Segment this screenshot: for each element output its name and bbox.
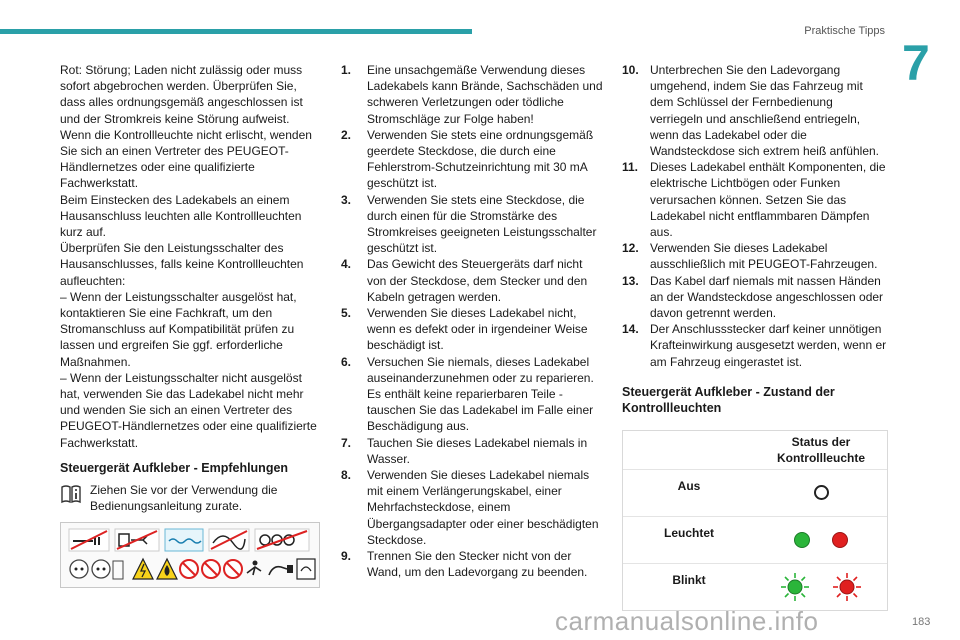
handle-with-care-icon — [297, 559, 315, 579]
list-item: 3. Verwenden Sie stets eine Steckdose, die durch einen für die Stromstärke des Stromkreises geeigneten Leistungsschalter geschützt ist. — [341, 192, 597, 256]
list-item: 6. Versuchen Sie niemals, dieses Ladekabel auseinanderzunehmen oder zu reparieren. Es enthält keine reparierbaren Teile - tauschen Sie das Ladekabel im Falle einer Beschädigung aus. — [341, 354, 594, 434]
list-item: 1. Eine unsachgemäße Verwendung dieses Ladekabels kann Brände, Sachschäden und schweren Verletzungen oder tödliche Stromschläge zur Folge haben! — [341, 63, 603, 126]
led-green-blink-icon — [780, 572, 810, 602]
row-label-leuchtet: Leuchtet — [663, 525, 714, 540]
paragraph-lights-flash: Beim Einstecken des Ladekabels an einem Hausanschluss leuchten alle Kontrollleuchten kurz auf. — [60, 192, 302, 240]
no-wet-hands-icon — [202, 560, 220, 578]
column-left — [60, 62, 322, 588]
list-item: 12. Verwenden Sie dieses Ladekabel ausschließlich mit PEUGEOT-Fahrzeugen. — [622, 241, 878, 272]
warnings-list-1-9 — [341, 62, 603, 581]
no-disassemble-icon — [180, 560, 198, 578]
led-red-blink-icon — [832, 572, 862, 602]
list-item: 7. Tauchen Sie dieses Ladekabel niemals in Wasser. — [341, 435, 588, 466]
paragraph-red-status: Rot: Störung; Laden nicht zulässig oder muss sofort abgebrochen werden. Überprüfen Sie, dass alles ordnungsgemäß angeschlossen ist und der Stromkreis keine Störung aufweist. — [60, 63, 303, 126]
led-green-on-icon — [794, 532, 810, 548]
list-item: 11. Dieses Ladekabel enthält Komponenten, die elektrische Lichtbögen oder Funken verursachen können. Setzen Sie das Ladekabel nicht entflammbaren Dämpfen aus. — [622, 160, 886, 240]
note-text: Ziehen Sie vor der Verwendung die Bedienungsanleitung zurate. — [90, 482, 278, 514]
table-row — [623, 469, 887, 516]
list-item: 5. Verwenden Sie dieses Ladekabel nicht, wenn es defekt oder in irgendeiner Weise beschädigt ist. — [341, 306, 588, 353]
warnings-list-10-14 — [622, 62, 888, 370]
no-adapter-icon — [115, 529, 159, 551]
hand-unplug-icon — [269, 565, 293, 575]
list-item: 14. Der Anschlussstecker darf keiner unnötigen Krafteinwirkung ausgesetzt werden, wenn er am Fahrzeug eingerastet ist. — [622, 322, 887, 369]
row-label-aus: Aus — [677, 478, 701, 493]
status-table — [622, 430, 888, 611]
note-box — [60, 482, 322, 514]
no-water-icon — [165, 529, 203, 551]
paragraph-breaker-not-tripped: – Wenn der Leistungsschalter nicht ausgelöst hat, verwenden Sie das Ladekabel nicht mehr und wenden Sie sich an einen Vertreter des PEUGEOT-Händlernetzes oder eine qualifizierte Fachwerkstatt. — [60, 370, 317, 450]
list-item: 9. Trennen Sie den Stecker nicht von der Wand, um den Ladevorgang zu beenden. — [341, 549, 588, 580]
led-off-icon — [814, 485, 829, 500]
column-right — [622, 62, 888, 611]
page-number: 183 — [912, 616, 931, 628]
no-cable-damage-icon — [209, 529, 249, 551]
table-header-row — [623, 431, 887, 469]
recommendation-sticker — [60, 522, 320, 588]
no-extension-icon — [69, 529, 109, 551]
electric-warning-icon — [133, 559, 153, 579]
paragraph-check-breaker: Überprüfen Sie den Leistungsschalter des Hausanschlusses, falls keine Kontrollleuchten aufleuchten: — [60, 241, 304, 288]
list-item: 4. Das Gewicht des Steuergeräts darf nicht von der Steckdose, dem Stecker und den Kabeln getragen werden. — [341, 257, 588, 304]
row-label-blinkt: Blinkt — [672, 572, 706, 587]
status-heading: Steuergerät Aufkleber - Zustand der Kontrollleuchten — [622, 384, 835, 415]
sticker-pictograms — [61, 523, 319, 587]
paragraph-breaker-tripped: – Wenn der Leistungsschalter ausgelöst hat, kontaktieren Sie eine Fachkraft, um den Stromanschluss auf Kompatibilität prüfen zu lassen und ergreifen Sie ggf. erforderliche Maßnahmen. — [60, 289, 297, 369]
list-item: 2. Verwenden Sie stets eine ordnungsgemäß geerdete Steckdose, die durch eine Fehlerstrom-Schutzeinrichtung mit 30 mA geschützt ist. — [341, 127, 594, 191]
manual-book-icon — [60, 483, 82, 505]
list-item: 10. Unterbrechen Sie den Ladevorgang umgehend, indem Sie das Fahrzeug mit dem Schlüssel der Fernbedienung verriegeln und anschließend entriegeln, wenn das Ladekabel oder die Wandsteckdose sich extrem heiß anfühlen. — [622, 63, 880, 159]
table-header-line2: Kontrollleuchte — [776, 450, 865, 465]
sticker-heading: Steuergerät Aufkleber - Empfehlungen — [60, 460, 289, 475]
section-title: Praktische Tipps — [804, 25, 885, 37]
list-item: 8. Verwenden Sie dieses Ladekabel niemals mit einem Verlängerungskabel, einer Mehrfachsteckdose, einem Übergangsadapter oder einer beschädigten Steckdose. — [341, 468, 599, 547]
earthed-socket-icon — [70, 560, 88, 578]
column-middle — [341, 62, 603, 581]
led-red-on-icon — [832, 532, 848, 548]
table-row — [623, 563, 887, 610]
paragraph-contact-dealer: Wenn die Kontrollleuchte nicht erlischt, wenden Sie sich an einen Vertreter des PEUGEOT-Händlernetzes oder eine qualifizierte Fachwerkstatt. — [60, 127, 312, 191]
no-pull-cable-icon — [224, 560, 242, 578]
rcd-30ma-icon — [92, 560, 123, 579]
header-accent-bar — [0, 29, 472, 34]
table-row — [623, 516, 887, 563]
table-header-line1: Status der — [791, 434, 851, 449]
chapter-number: 7 — [902, 35, 930, 91]
list-item: 13. Das Kabel darf niemals mit nassen Händen an der Wandsteckdose angeschlossen oder davon getrennt werden. — [622, 273, 884, 321]
watermark: carmanualsonline.info — [555, 606, 819, 636]
no-multi-socket-icon — [255, 529, 309, 551]
fire-warning-icon — [157, 559, 177, 579]
person-trip-icon — [247, 561, 261, 576]
